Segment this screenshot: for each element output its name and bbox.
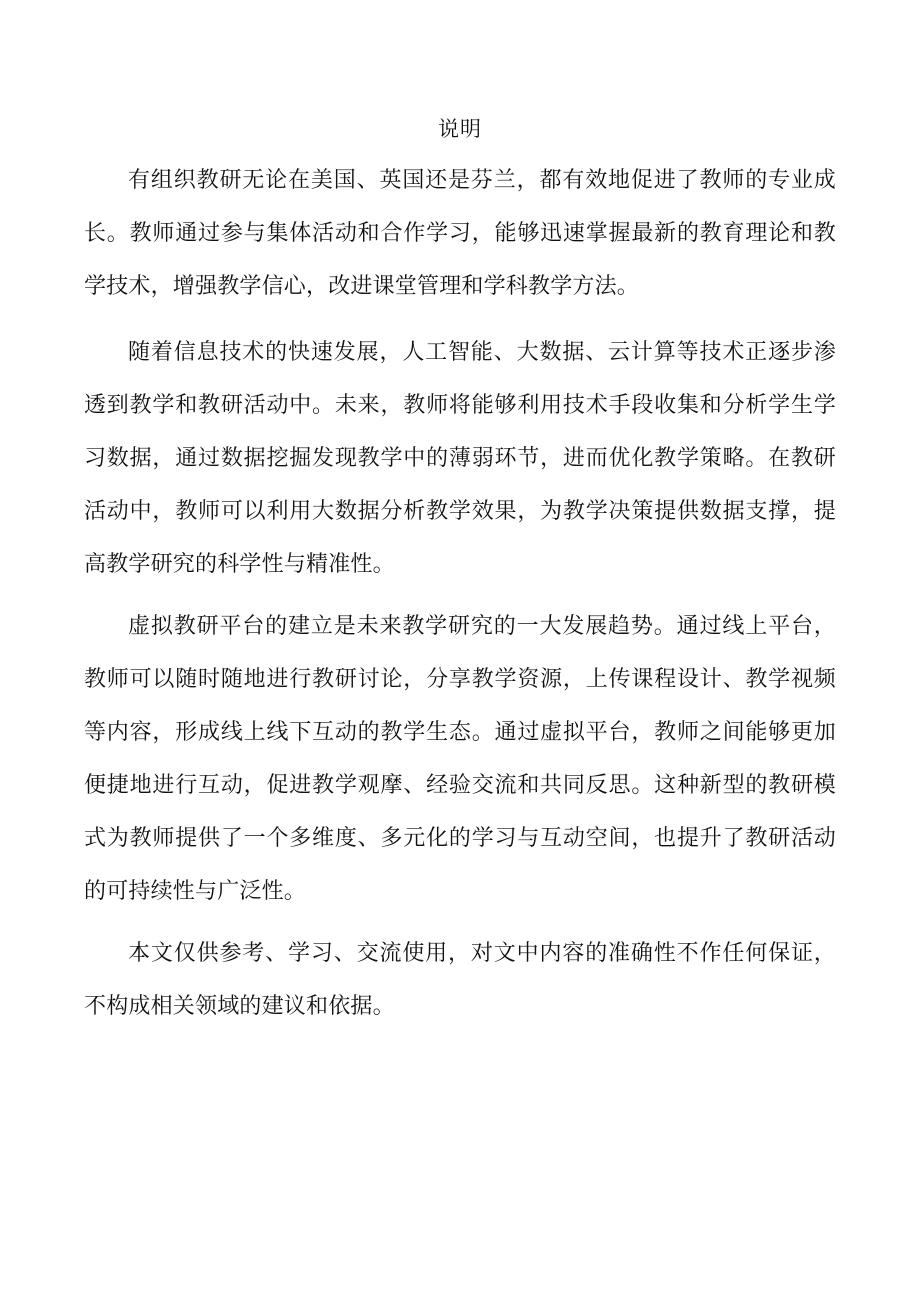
paragraph-4: 本文仅供参考、学习、交流使用，对文中内容的准确性不作任何保证，不构成相关领域的建议和依据。 xyxy=(84,941,836,1019)
document-title: 说明 xyxy=(438,117,482,141)
paragraph-2: 随着信息技术的快速发展，人工智能、大数据、云计算等技术正逐步渗透到教学和教研活动中。未来，教师将能够利用技术手段收集和分析学生学习数据，通过数据挖掘发现教学中的薄弱环节，进而优化教学策略。在教研活动中，教师可以利用大数据分析教学效果，为教学决策提供数据支撑，提高教学研究的科学性与精准性。 xyxy=(84,340,836,577)
paragraph-3: 虚拟教研平台的建立是未来教学研究的一大发展趋势。通过线上平台，教师可以随时随地进行教研讨论，分享教学资源，上传课程设计、教学视频等内容，形成线上线下互动的教学生态。通过虚拟平台，教师之间能够更加便捷地进行互动，促进教学观摩、经验交流和共同反思。这种新型的教研模式为教师提供了一个多维度、多元化的学习与互动空间，也提升了教研活动的可持续性与广泛性。 xyxy=(84,614,836,904)
paragraph-1: 有组织教研无论在美国、英国还是芬兰，都有效地促进了教师的专业成长。教师通过参与集体活动和合作学习，能够迅速掌握最新的教育理论和教学技术，增强教学信心，改进课堂管理和学科教学方法。 xyxy=(84,168,836,299)
